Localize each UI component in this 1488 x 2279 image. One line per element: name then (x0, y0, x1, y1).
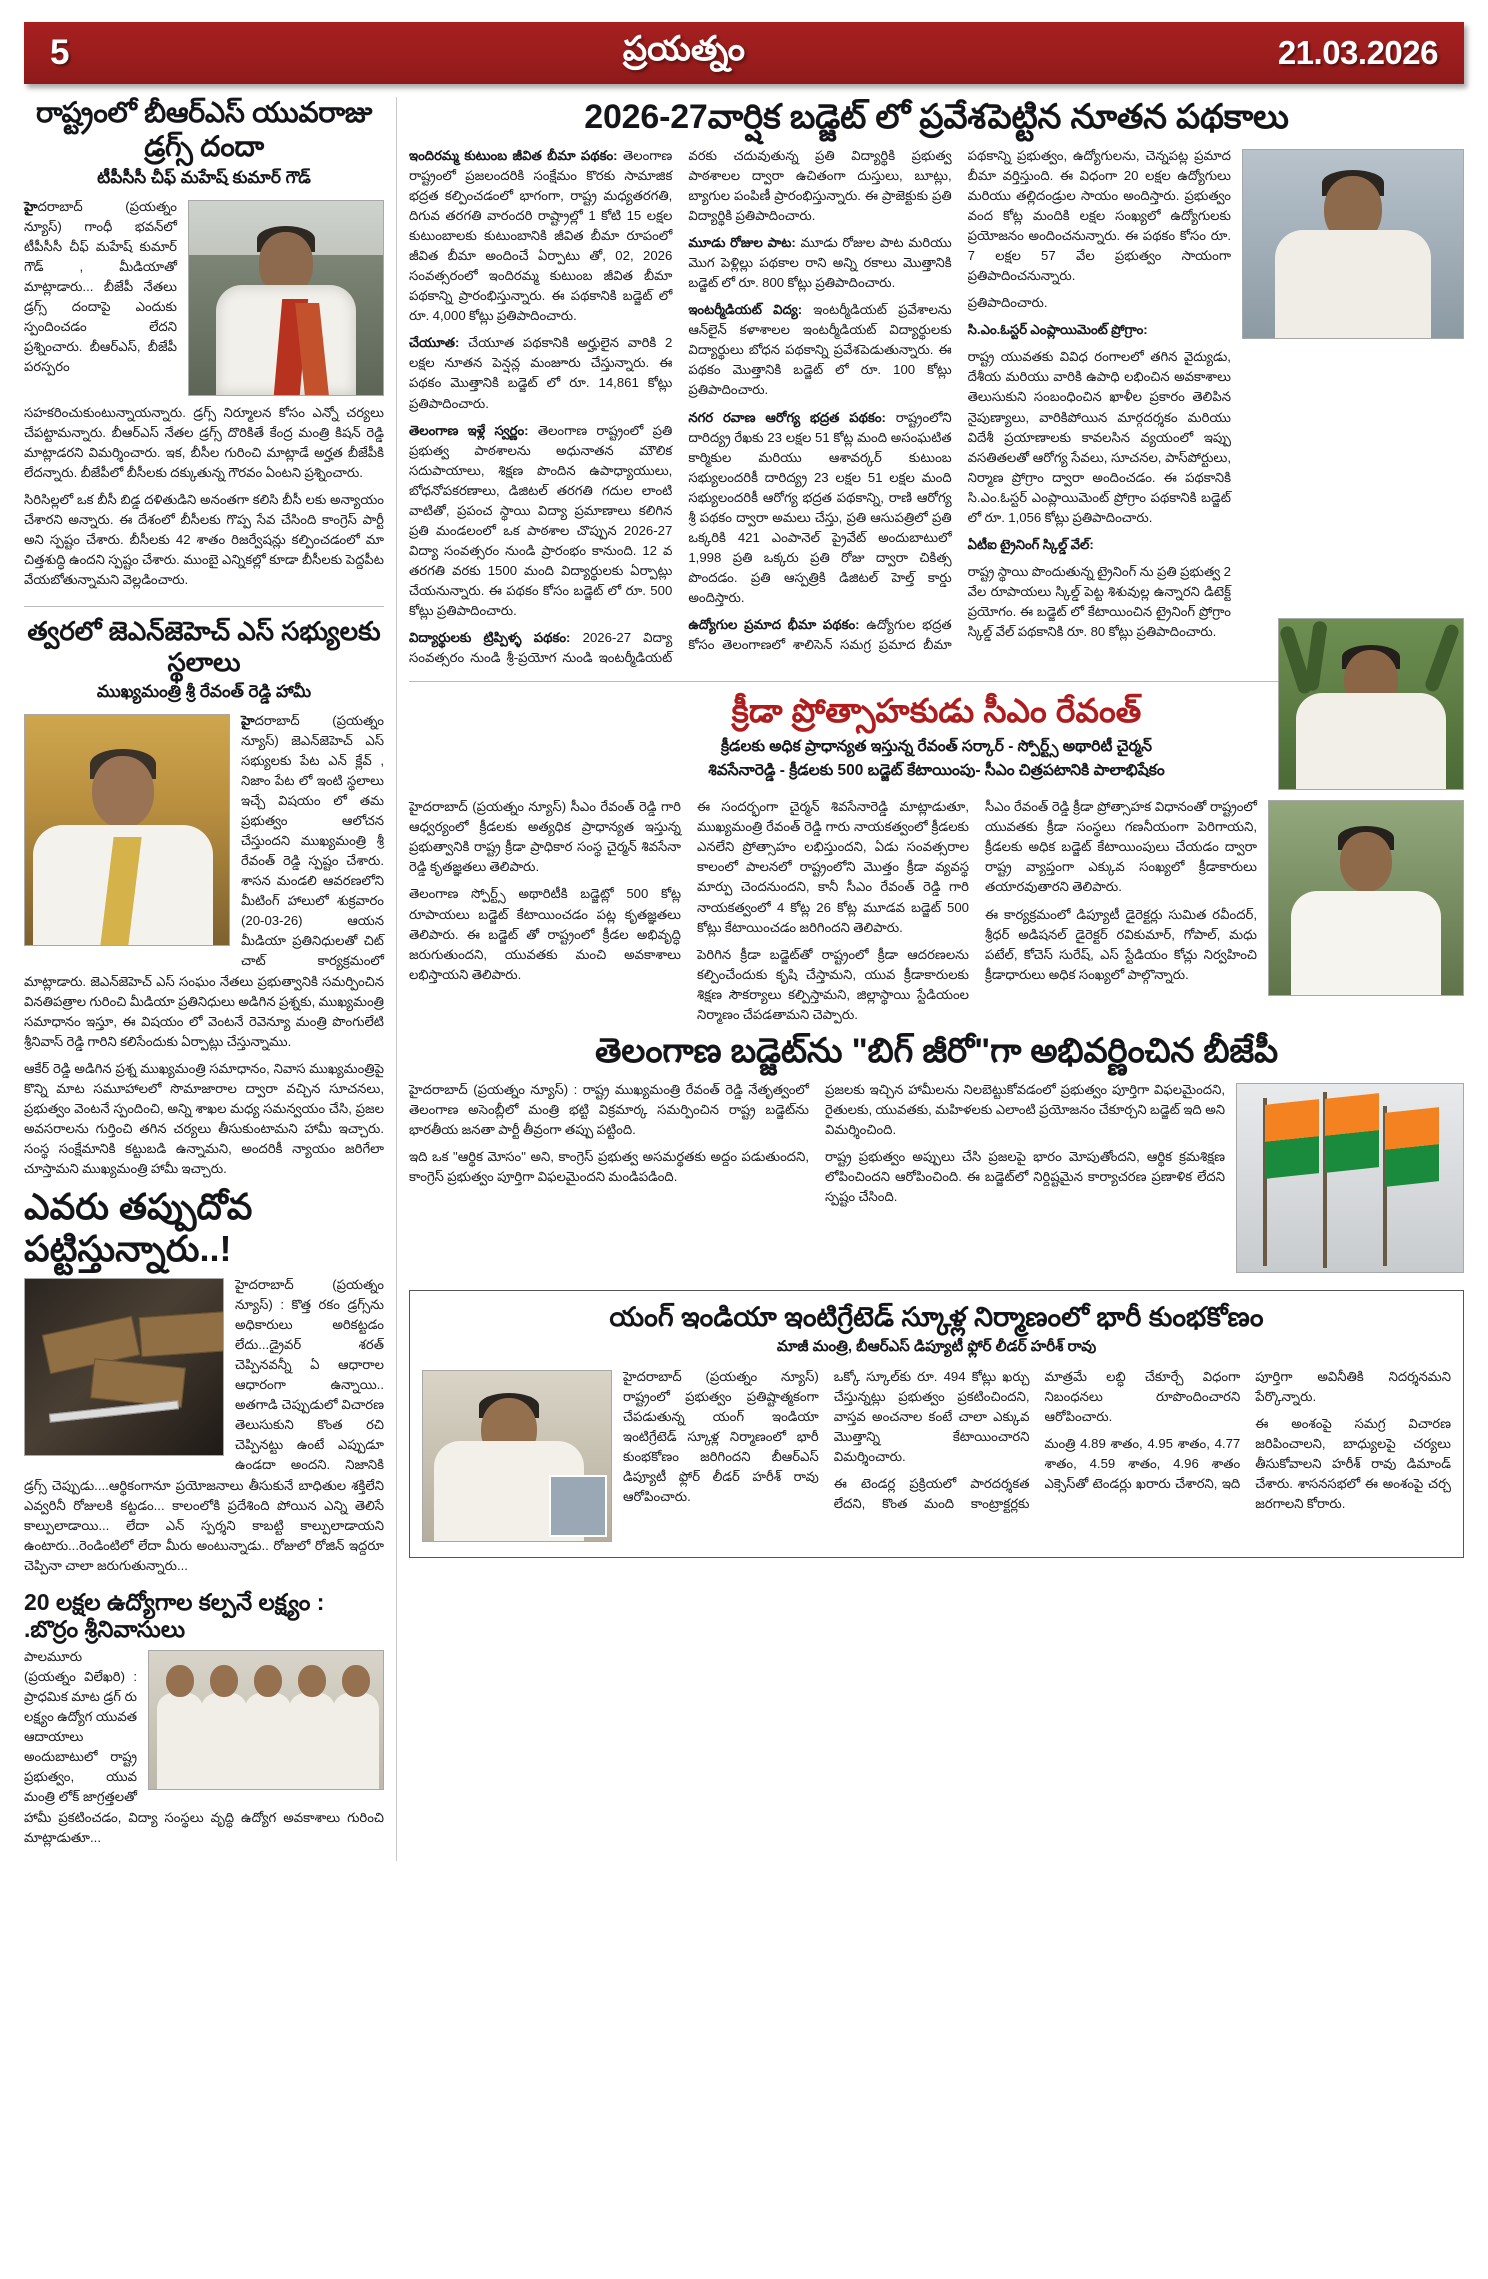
budget-scheme-title-2: తెలంగాణ ఇళ్లే స్వర్ణం: (409, 422, 529, 438)
budget-scheme-text-5: ఇంటర్మీడియట్ ప్రవేశాలను ఆన్‌లైన్ కళాశాలల ఇంటర్మీడియట్ విద్యార్థులకు విద్యార్థులు బోధన పథకాన్ని ప్రవేశపెడుతున్నారు. ఈ పథకం మొత్తానికి బడ్జెట్ లో రూ. 100 కోట్లు ప్రతిపాదించారు. (688, 302, 952, 398)
headline-brs-drugs: రాష్ట్రంలో బీఆర్ఎస్ యువరాజు డ్రగ్స్ దందా (35, 97, 373, 163)
budget-scheme-0 (409, 146, 672, 327)
budget-scheme-6 (688, 408, 951, 609)
publication-date: 21.03.2026 (1277, 34, 1438, 71)
budget-scheme-title-5: ఇంటర్మీడియట్ విద్య: (688, 302, 803, 318)
article-school-scam (409, 1290, 1464, 1558)
headline-jnhs: త్వరలో జెఎన్‌జెహెచ్ ఎస్ సభ్యులకు స్థలాలు (27, 616, 381, 678)
photo-harish-rao-speaking (422, 1370, 612, 1542)
body-jobs-p1: పాలమూరు (ప్రయత్నం విలేఖరి) : ప్రాధమిక మాట డ్రగ్ రు లక్ష్యం ఉద్యోగ యువత ఆదాయాలు అందుబాటులో రాష్ట్ర ప్రభుత్వం, యువ మంత్రి లోక్ జాగ్రత్తలతో హామీ ప్రకటించడం, విద్యా సంస్థలు వృద్ధి ఉద్యోగ అవకాశాలు గురించి మాట్లాడుతూ... (24, 1649, 384, 1845)
body-brs-drugs-p1: హైదరాబాద్ (ప్రయత్నం న్యూస్) గాంధీ భవన్‌లో టీపీసీసీ చీఫ్ మహేష్ కుమార్ గౌడ్ , మీడియాతో మాట్లాడారు... బీజేపీ నేతలు డ్రగ్స్ దందాపై ఎందుకు స్పందించడం లేదని ప్రశ్నించారు. బీఆర్ఎస్, బీజేపీ పరస్పరం సహకరించుకుంటున్నాయన్నారు. డ్రగ్స్ నిర్మూలన కోసం ఎన్నో చర్యలు చేపట్టామన్నారు. బీఆర్ఎస్ నేతల డ్రగ్స్ దొరికితే కేంద్ర మంత్రి కిషన్ రెడ్డి మాట్లాడరని విమర్శించారు. ఇక, బీసీల గురించి మాట్లాడే అర్హత బీజేపీకి లేదన్నారు. బీజేపీలో బీసీలకు దక్కుతున్న గౌరవం ఏంటని ప్రశ్నించారు. (24, 198, 384, 480)
body-scam-p2: ఒక్కో స్కూల్‌కు రూ. 494 కోట్లు ఖర్చు చేస్తున్నట్లు ప్రభుత్వం ప్రకటించిందని, వాస్తవ అంచనాల కంటే చాలా ఎక్కువ మొత్తాన్ని కేటాయించారని విమర్శించారు. (833, 1369, 1030, 1465)
body-bjp-p4: రాష్ట్ర ప్రభుత్వం అప్పులు చేసి ప్రజలపై భారం మోపుతోందని, ఆర్థిక క్రమశిక్షణ లోపించిందని ఆరోపించింది. ఈ బడ్జెట్‌లో నిర్దిష్టమైన కార్యాచరణ ప్రణాళిక లేదని స్పష్టం చేసింది. (825, 1148, 1225, 1205)
article-evaru-thappudova (24, 1186, 384, 1583)
article-brs-drugs (24, 97, 384, 597)
body-sports-p2: తెలంగాణ స్పోర్ట్స్ అథారిటీకి బడ్జెట్లో 500 కోట్ల రూపాయలు బడ్జెట్ కేటాయించడం పట్ల కృతజ్ఞతలు తెలిపారు. ఈ బడ్జెట్ తో రాష్ట్రంలో క్రీడల అభివృద్ధి జరుగుతుందని, యువతకు మంచి అవకాశాలు లభిస్తాయని తెలిపారు. (409, 886, 681, 982)
photo-group-of-men (148, 1650, 384, 1790)
budget-scheme-title-6: నగర రవాణ ఆరోగ్య భద్రత పథకం: (688, 409, 886, 425)
page-content (24, 97, 1464, 1861)
divider (24, 606, 384, 607)
headline-school-scam: యంగ్ ఇండియా ఇంటిగ్రేటెడ్ స్కూళ్ల నిర్మాణంలో భారీ కుంభకోణం (609, 1301, 1264, 1332)
body-sports-p5: సీఎం రేవంత్ రెడ్డి క్రీడా ప్రోత్సాహక విధానంతో రాష్ట్రంలో యువతకు క్రీడా సంస్థలు గణనీయంగా పెరిగాయని, క్రీడలకు అధిక బడ్జెట్ కేటాయింపులు చేయడం ద్వారా రాష్ట్ర వ్యాప్తంగా ఎక్కువ సంఖ్యలో క్రీడాకారులు తయారవుతారని తెలిపారు. (985, 799, 1257, 895)
budget-scheme-5 (688, 300, 951, 400)
budget-extra-0: ప్రతిపాదించారు. (967, 295, 1048, 311)
photo-man-in-white-shirt (1268, 800, 1464, 996)
budget-scheme-text-7: ఉద్యోగుల భద్రత కోసం తెలంగాణలో శాలిసెన్ సమగ్ర ప్రమాద బీమా పథకాన్ని ప్రభుత్వం, ఉద్యోగులను, చెన్నపట్ల ప్రమాద బీమా వర్తిస్తుంది. ఈ విధంగా 20 లక్షల ఉద్యోగులు మరియు తల్లిదండ్రుల సాయం అందిస్తారు. ప్రభుత్వం వంద కోట్ల మందికి లక్షల సంఖ్యలో ఉద్యోగులకు ప్రయోజనం అందించనున్నారు. ఈ పథకం కోసం రూ. 7 లక్షల 57 వేల ప్రభుత్వం సాయంగా ప్రతిపాదించనున్నారు. (688, 147, 1231, 653)
budget-scheme-title-3: విద్యార్థులకు ట్రిప్పిళ్ళ పథకం: (409, 630, 571, 646)
photo-cm-revanth-reddy-seated (24, 714, 230, 946)
budget-scheme-1 (409, 333, 672, 413)
budget-schemes-columns (409, 146, 1231, 669)
budget-scheme-title-4: మూడు రోజుల పాట: (688, 235, 796, 251)
budget-scheme-title-7: ఉద్యోగుల ప్రమాద భీమా పథకం: (688, 617, 860, 633)
body-bjp-p1: హైదరాబాద్ (ప్రయత్నం న్యూస్) : రాష్ట్ర ముఖ్యమంత్రి రేవంత్ రెడ్డి నేతృత్వంలో తెలంగాణ అసెంబ్లీలో మంత్రి భట్టి విక్రమార్క సమర్పించిన రాష్ట్ర బడ్జెట్‌ను భారతీయ జనతా పార్టీ తీవ్రంగా తప్పు పట్టింది. (409, 1081, 809, 1137)
budget-extra-2: రాష్ట్ర యువతకు వివిధ రంగాలలో తగిన వైద్యుడు, దేశీయ మరియు వారికి ఉపాధి లభించిన అవకాశాలు తెలుసుకుని సంబంధించిన ఖాళీల ప్రకారం తెలిపిన నైపుణ్యాలు, వారికిపోయిన మార్గదర్శకం మరియు విదేశీ ప్రయాణాలకు కావలసిన వ్యయంలో ఇప్పు వసతితలతో ఆరోగ్య సేవలు, సూచనల, పాస్‌పోర్టులు, నిర్మాణ ప్రోగ్రాం ద్వారా అందించడం. ఈ పథకానికి సి.ఎం.ఓస్టర్ ఎంప్లాయిమెంట్ ప్రోగ్రాం పథకానికి బడ్జెట్ లో రూ. 1,056 కోట్లు ప్రతిపాదించారు. (967, 349, 1231, 525)
budget-scheme-title-0: ఇందిరమ్మ కుటుంబ జీవిత బీమా పథకం: (409, 147, 618, 163)
article-budget-schemes (409, 97, 1464, 672)
subhead-sports-2: శివసేనారెడ్డి - క్రీడలకు 500 బడ్జెట్ కేటాయింపు- సీఎం చిత్రపటానికి పాలాభిషేకం (708, 762, 1165, 780)
budget-extra-4: రాష్ట్ర స్థాయి పొందుతున్న ట్రైనింగ్ ను ప్రతి ప్రభుత్వ 2 వేల రూపాయలు స్కిల్డ్ పెట్ట శిశువుల్ల ఉన్నారని డిటెక్ట్ ప్రయోగం. ఈ బడ్జెట్ లో కేటాయించిన ట్రైనింగ్ ప్రోగ్రాం స్కిల్డ్ వేల్ పథకానికి రూ. 80 కోట్లు ప్రతిపాదించారు. (967, 563, 1231, 640)
photo-money-and-syringe (24, 1278, 224, 1456)
budget-extra-3: ఏటీఐ ట్రైనింగ్ స్కిల్డ్ వేల్: (967, 536, 1094, 552)
budget-scheme-text-1: చేయూత పథకానికి అర్హులైన వారికి 2 లక్షల నూతన పెన్షన్ల మంజూరు చేస్తున్నారు. ఈ పథకం మొత్తానికి బడ్జెట్ లో రూ. 14,861 కోట్లు ప్రతిపాదించారు. (409, 335, 673, 411)
body-scam-p1: హైదరాబాద్ (ప్రయత్నం న్యూస్) రాష్ట్రంలో ప్రభుత్వం ప్రతిష్టాత్మకంగా చేపడుతున్న యంగ్ ఇండియా ఇంటిగ్రేటెడ్ స్కూళ్ల నిర్మాణంలో భారీ కుంభకోణం జరిగిందని బీఆర్ఎస్ డిప్యూటీ ఫ్లోర్ లీడర్ హరీశ్ రావు ఆరోపించారు. (623, 1369, 819, 1505)
body-brs-drugs-p2: సిరిసిల్లలో ఒక బీసీ బిడ్డ దళితుడిని అనంతగా కలిసి బీసీ లకు అన్యాయం చేశారని అన్నారు. ఈ దేశంలో బీసీలకు గొప్ప సేవ చేసింది కాంగ్రెస్ పార్టీ అని స్పష్టం చేశారు. బీసీలకు 42 శాతం రిజర్వేషన్లు కల్పించడంలో మా చిత్తశుద్ధి ఉందని స్పష్టం చేశారు. ముంబై ఎన్నికల్లో కూడా బీసీలకు పెద్దపీట వేయబోతున్నామని వెల్లడించారు. (24, 491, 384, 587)
body-sports-p3: ఈ సందర్భంగా చైర్మన్ శివసేనారెడ్డి మాట్లాడుతూ, ముఖ్యమంత్రి రేవంత్ రెడ్డి గారు నాయకత్వంలో క్రీడలకు ఎనలేని ప్రోత్సాహం లభిస్తుందని, ఏడు సంవత్సరాల కాలంలో పాలనలో రాష్ట్రంలోని మొత్తం క్రీడా వ్యవస్థ మార్పు చెందనుందని, కానీ సీఎం రేవంత్ రెడ్డి గారి నాయకత్వంలో 4 కోట్ల 26 కోట్ల మూడవ బడ్జెట్ 500 కోట్లు కేటాయించడం జరిగిందని తెలిపారు. (697, 799, 969, 935)
body-bjp-p3: ప్రజలకు ఇచ్చిన హామీలను నిలబెట్టుకోవడంలో ప్రభుత్వం పూర్తిగా విఫలమైందని, రైతులకు, యువతకు, మహిళలకు ఎలాంటి ప్రయోజనం చేకూర్చని బడ్జెట్ ఇది అని విమర్శించింది. (825, 1081, 1225, 1137)
photo-sports-authority-chairman (1278, 618, 1464, 790)
budget-scheme-text-0: తెలంగాణ రాష్ట్రంలో ప్రజలందరికి సంక్షేమం కొరకు సామాజిక భద్రత కల్పించడంలో భాగంగా, రాష్ట్ర మధ్యతరగతి, దిగువ తరగతి వారందరి రాష్ట్రాల్లో 1 కోటి 15 లక్షల కుటుంబాలకు కుటుంబానికి జీవిత బీమా రూపంలో జీవిత బీమా అందించే ఏర్పాటు తో, 02, 2026 సంవత్సరంలో ఇందిరమ్మ కుటుంబ జీవిత బీమా పథకాన్ని ప్రారంభిస్తున్నారు. ఈ పథకానికి బడ్జెట్ లో రూ. 4,000 కోట్లు ప్రతిపాదించారు. (409, 147, 673, 324)
article-jnhs-plots (24, 616, 384, 1179)
budget-scheme-text-3: 2026-27 విద్యా సంవత్సరం నుండి శ్రీ-ప్రయోగ నుండి ఇంటర్మీడియట్ వరకు చదువుతున్న ప్రతి విద్యార్థికి ప్రభుత్వ పాఠశాలల ద్వారా ఉచితంగా దుస్తులు, బూట్లు, బ్యాగుల పంపిణీ ప్రారంభిస్తున్నారు. ఈ ప్రాజెక్టుకు ప్రతి విద్యార్థికి ప్రతిపాదించారు. (409, 147, 952, 666)
article-bjp-big-zero (409, 1031, 1464, 1280)
body-scam-p4: మంత్రి 4.89 శాతం, 4.95 శాతం, 4.77 శాతం, 4.59 శాతం, 4.96 శాతం ఎక్సెస్‌తో టెండర్లు ఖరారు చేశారని, ఇది పూర్తిగా అవినీతికి నిదర్శనమని పేర్కొన్నారు. (1044, 1369, 1451, 1492)
budget-extra-1: సి.ఎం.ఓస్టర్ ఎంప్లాయిమెంట్ ప్రోగ్రాం: (967, 322, 1148, 338)
school-scam-columns (623, 1367, 1451, 1514)
photo-minister-at-desk (1242, 149, 1464, 339)
body-sports-p1: హైదరాబాద్ (ప్రయత్నం న్యూస్) సీఎం రేవంత్ రెడ్డి గారి ఆధ్వర్యంలో క్రీడలకు అత్యధిక ప్రాధాన్యత ఇస్తున్న ప్రభుత్వానికి రాష్ట్ర క్రీడా ప్రాధికార సంస్థ చైర్మన్ శివసేనా రెడ్డి కృతజ్ఞతలు తెలిపారు. (409, 799, 681, 875)
subhead-brs-drugs: టీపీసీసీ చీఫ్ మహేష్ కుమార్ గౌడ్ (97, 168, 311, 188)
body-sports-p6: ఈ కార్యక్రమంలో డిప్యూటీ డైరెక్టర్లు సుమిత రవీందర్, శ్రీధర్ అడిషనల్ డైరెక్టర్ రవికుమార్, గోపాల్, మధు పటేల్, కోచెస్ సురేష్, ఎస్ స్టేడియం కోచ్లు నిర్వహించి క్రీడాధారులు అధిక సంఖ్యలో పాల్గొన్నారు. (985, 906, 1257, 982)
article-sports-cm-revanth (409, 691, 1464, 1025)
body-bjp-p2: ఇది ఒక "ఆర్థిక మోసం" అని, కాంగ్రెస్ ప్రభుత్వ అసమర్థతకు అద్దం పడుతుందని, కాంగ్రెస్ ప్రభుత్వం పూర్తిగా విఫలమైందని మండిపడింది. (409, 1148, 809, 1184)
body-jnhs-p1: హైదరాబాద్ (ప్రయత్నం న్యూస్) జెఎన్‌జెహెచ్ ఎస్ సభ్యులకు పేట ఎన్ క్లేవ్ , నిజాం పేట లో ఇంటి స్థలాలు ఇచ్చే విషయం లో తమ ప్రభుత్వం ఆలోచన చేస్తుందని ముఖ్యమంత్రి శ్రీ రేవంత్ రెడ్డి స్పష్టం చేశారు. శాసన మండలి ఆవరణలోని మీటింగ్ హాలులో శుక్రవారం (20-03-26) ఆయన మీడియా ప్రతినిధులతో చిట్ చాట్ కార్యక్రమంలో మాట్లాడారు. జెఎన్‌జెహెచ్ ఎస్ సంఘం నేతలు ప్రభుత్వానికి సమర్పించిన వినతిపత్రాల గురించి మీడియా ప్రతినిధులు అడిగిన ప్రశ్నకు, ముఖ్యమంత్రి సమాధానం ఇస్తూ, ఈ విషయం లో వెంటనే రెవెన్యూ మంత్రి పొంగులేటి శ్రీనివాస్ రెడ్డి గారిని కలిసేందుకు ఏర్పాట్లు చేస్తున్నాము. (24, 712, 384, 1049)
headline-evaru: ఎవరు తప్పుదోవ పట్టిస్తున్నారు..! (24, 1186, 253, 1269)
photo-bjp-flags (1236, 1083, 1464, 1273)
budget-scheme-text-2: తెలంగాణ రాష్ట్రంలో ప్రతి ప్రభుత్వ పాఠశాలను అధునాతన మౌలిక సదుపాయాలు, శిక్షణ పొందిన ఉపాధ్యాయులు, బోధనోపకరణాలు, డిజిటల్ తరగతి గదుల లాంటి వాటితో, ప్రపంచ స్థాయి విద్యా ప్రమాణాలు కలిగిన ప్రతి మండలంలో ఒక పాఠశాల చొప్పున 2026-27 విద్యా సంవత్సరం నుండి ప్రారంభం కానుంది. 12 వ తరగతి వరకు 1500 మంది విద్యార్థులకు ఏర్పాట్లు చేయనున్నారు. ఈ పథకం కోసం బడ్జెట్ లో రూ. 500 కోట్లు ప్రతిపాదించారు. (409, 422, 673, 619)
headline-budget: 2026-27వార్షిక బడ్జెట్ లో ప్రవేశపెట్టిన నూతన పథకాలు (584, 98, 1289, 136)
body-evaru-p1: హైదరాబాద్ (ప్రయత్నం న్యూస్) : కొత్త రకం డ్రగ్స్‌ను అధికారులు అరికట్టడం లేదు...డ్రైవర్ శరత్ చెప్పినవన్నీ ఏ ఆధారాల ఆధారంగా ఉన్నాయి.. అతగాడి చెప్పుడులో విచారణ తెలుసుకుని కొంత రచి చెప్పినట్టు ఉంటే ఎప్పుడూ ఉండదా అందని. నిజానికి డ్రగ్స్ చెప్పుడు....ఆర్థికంగానూ ప్రయోజనాలు తీసుకునే బాధితుల శక్తిలేని ఎవ్వరినీ రోజులకి కట్టడం... కాలంలోకి ప్రదేశింది పోయిన ఎన్ని తెలిసే కాల్పులాడాయి... లేదా ఎన్ స్పర్శని కాబట్టి కాల్పులాడాయని ఉంటారు...రెండింటిలో లేదా మీరు అంటున్నాడు.. రోజులో రోజిన్ ఇద్దరూ చెప్పినా చాలా జరుగుతున్నారు... (24, 1276, 384, 1573)
body-sports-p4: పెరిగిన క్రీడా బడ్జెట్‌తో రాష్ట్రంలో క్రీడా ఆదరణలను కల్పించేందుకు కృషి చేస్తామని, యువ క్రీడాకారులకు శిక్షణ సౌకర్యాలు కల్పిస్తామని, జిల్లాస్థాయి స్టేడియంల నిర్మాణం చేపడతామని చెప్పారు. (697, 946, 969, 1022)
budget-scheme-text-4: మూడు రోజుల పాట మరియు మొగ పెళ్లిల్లు పథకాల రాని అన్ని రకాలు మొత్తానికి బడ్జెట్ లో రూ. 800 కోట్లు ప్రతిపాదించారు. (688, 235, 952, 291)
byline-school-scam: మాజీ మంత్రి, బీఆర్ఎస్ డిప్యూటీ ఫ్లోర్ లీడర్ హరీశ్ రావు (776, 1338, 1097, 1356)
right-column (396, 97, 1464, 1861)
sports-body-columns (409, 797, 1257, 1025)
article-20-lakh-jobs (24, 1589, 384, 1855)
budget-scheme-text-6: రాష్ట్రంలోని దారిద్య్ర రేఖకు 23 లక్షల 51 కోట్ల మంది అసంఘటిత కార్మికుల మరియు ఆశావర్కర్ కుటుంబ సభ్యులందరికీ దారిద్య్ర 23 లక్షల 51 లక్షల మంది సభ్యులందరికీ ఆరోగ్య భద్రత పథకాన్ని, రాణి ఆరోగ్య శ్రీ పథకం ద్వారా అమలు చేస్తు, ప్రతి ఆసుపత్రిలో ప్రతి ఒక్కరికి 421 ఎంపానెల్ ప్రైవేట్ అందుబాటులో 1,998 ప్రతి ఒక్కరు ప్రతి రోజు ద్వారా చికిత్స పొందడం. ప్రతి ఆస్పత్రికి డిజిటల్ హెల్త్ కార్డు అందిస్తారు. (688, 409, 952, 606)
headline-bjp: తెలంగాణ బడ్జెట్‌ను "బిగ్ జీరో"గా అభివర్ణించిన బీజేపీ (594, 1031, 1279, 1070)
left-column (24, 97, 396, 1861)
budget-scheme-4 (688, 233, 951, 293)
body-scam-p5: ఈ అంశంపై సమగ్ర విచారణ జరిపించాలని, బాధ్యులపై చర్యలు తీసుకోవాలని హరీశ్ రావు డిమాండ్ చేశారు. శాసనసభలో ఈ అంశంపై చర్చ జరగాలని కోరారు. (1255, 1416, 1451, 1512)
body-scam-p3: ఈ టెండర్ల ప్రక్రియలో పారదర్శకత లేదని, కొంత మంది కాంట్రాక్టర్లకు మాత్రమే లబ్ధి చేకూర్చే విధంగా నిబంధనలు రూపొందించారని ఆరోపించారు. (833, 1369, 1241, 1512)
photo-brs-leader-with-mic (188, 200, 384, 396)
subhead-sports-1: క్రీడలకు అధిక ప్రాధాన్యత ఇస్తున్న రేవంత్ సర్కార్ - స్పోర్ట్స్ అథారిటీ చైర్మన్ (720, 737, 1153, 755)
subhead-jnhs: ముఖ్యమంత్రి శ్రీ రేవంత్ రెడ్డి హామీ (96, 682, 312, 702)
body-jnhs-p2: ఆకేర్ రెడ్డి అడిగిన ప్రశ్న ముఖ్యమంత్రి సమాధానం, నివాస ముఖ్యమంత్రిపై కొన్ని మాట సమూహాలలో సొమాజారాల ద్వారా వచ్చిన సూచనలు, ప్రభుత్వం వెంటనే స్పందించి, అన్ని శాఖల మధ్య సమన్వయం చేసి, ప్రజల అవసరాలను గుర్తించి తగిన చర్యలు తీసుకుంటామని హామీ ఇచ్చారు. సంస్థ సంక్షేమానికి కట్టుబడి ఉన్నామని, అందరికీ న్యాయం జరిగేలా చూస్తామని ముఖ్యమంత్రి హామీ ఇచ్చారు. (24, 1060, 384, 1177)
bjp-body-columns (409, 1080, 1225, 1207)
budget-scheme-2 (409, 421, 672, 622)
newspaper-title: ప్రయత్నం (622, 29, 746, 68)
page-number: 5 (50, 33, 70, 72)
masthead (24, 22, 1464, 84)
headline-sports: క్రీడా ప్రోత్సాహకుడు సీఎం రేవంత్ (731, 692, 1142, 730)
headline-jobs: 20 లక్షల ఉద్యోగాల కల్పనే లక్ష్యం : .బొర్రం శ్రీనివాసులు (24, 1588, 325, 1643)
budget-scheme-title-1: చేయూత: (409, 335, 460, 351)
